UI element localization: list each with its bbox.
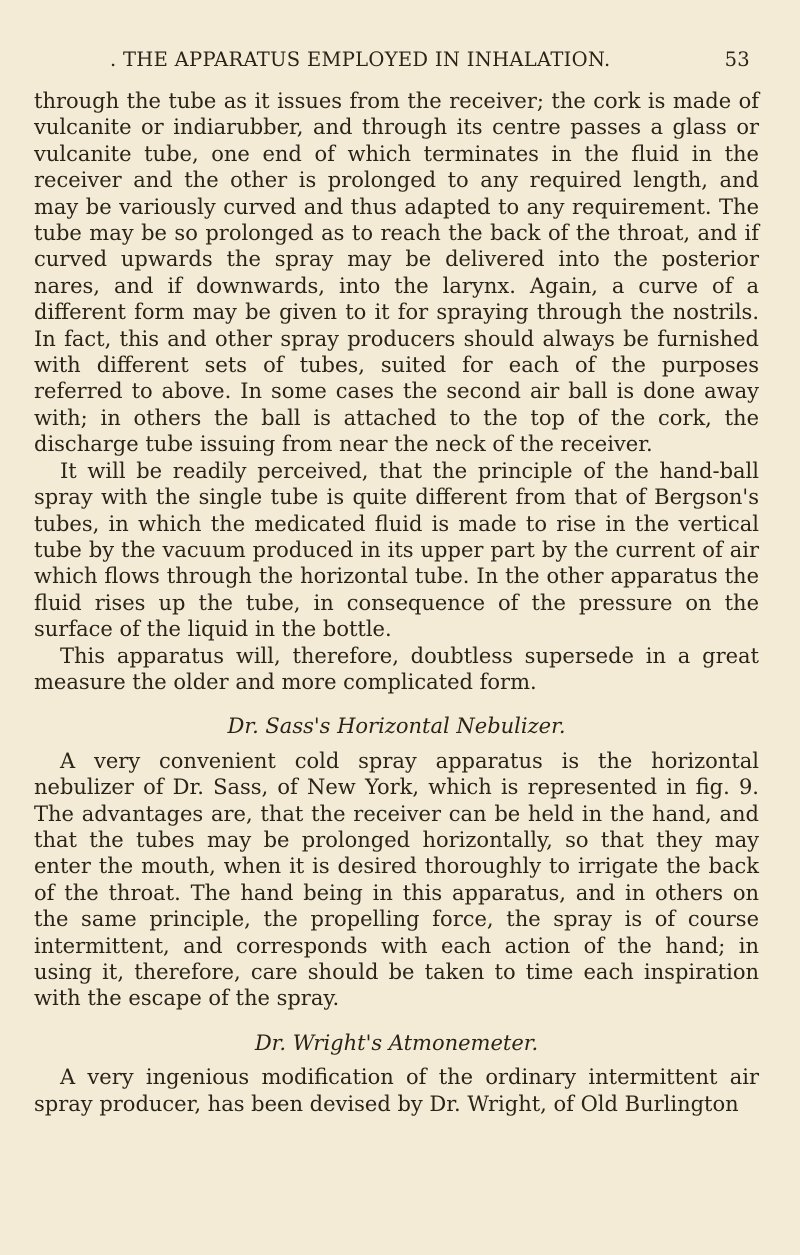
body-text [34,88,759,1117]
paragraph-supersede: This apparatus will, therefore, doubtless supersede in a great measure the older and more complicated form. [34,643,759,694]
paragraph-principle: It will be readily perceived, that the principle of the hand-ball spray with the single tube is quite different from that of Bergson's tubes, in which the medicated fluid is made to rise in the vertical tube by the vacuum produced in its upper part by the current of air which flows through the horizontal tube. In the other apparatus the fluid rises up the tube, in consequence of the pressure on the surface of the liquid in the bottle. [34,458,759,642]
running-head-title: . THE APPARATUS EMPLOYED IN INHALATION. [110,48,611,71]
page-number: 53 [724,48,750,71]
paragraph-continued: through the tube as it issues from the receiver; the cork is made of vulcanite or indiarubber, and through its centre passes a glass or vulcanite tube, one end of which terminates in the fluid in the receiver and the other is prolonged to any required length, and may be variously curved and thus adapted to any requirement. The tube may be so prolonged as to reach the back of the throat, and if curved upwards the spray may be delivered into the posterior nares, and if downwards, into the larynx. Again, a curve of a different form may be given to it for spraying through the nostrils. In fact, this and other spray producers should always be furnished with different sets of tubes, suited for each of the purposes referred to above. In some cases the second air ball is done away with; in others the ball is attached to the top of the cork, the discharge tube issuing from near the neck of the receiver. [34,89,759,457]
section-heading-wright: Dr. Wright's Atmonemeter. [254,1030,539,1055]
section-heading-sass: Dr. Sass's Horizontal Nebulizer. [227,714,566,739]
paragraph-sass-nebulizer: A very convenient cold spray apparatus is the horizontal nebulizer of Dr. Sass, of New York, which is represented in fig. 9. The advantages are, that the receiver can be held in the hand, and that the tubes may be prolonged horizontally, so that they may enter the mouth, when it is desired thoroughly to irrigate the back of the throat. The hand being in this apparatus, and in others on the same principle, the propelling force, the spray is of course intermittent, and corresponds with each action of the hand; in using it, therefore, care should be taken to time each inspiration with the escape of the spray. [34,748,759,1011]
running-head [110,48,750,78]
paragraph-wright-atmonemeter: A very ingenious modification of the ordinary intermittent air spray producer, has been devised by Dr. Wright, of Old Burlington [34,1065,759,1116]
